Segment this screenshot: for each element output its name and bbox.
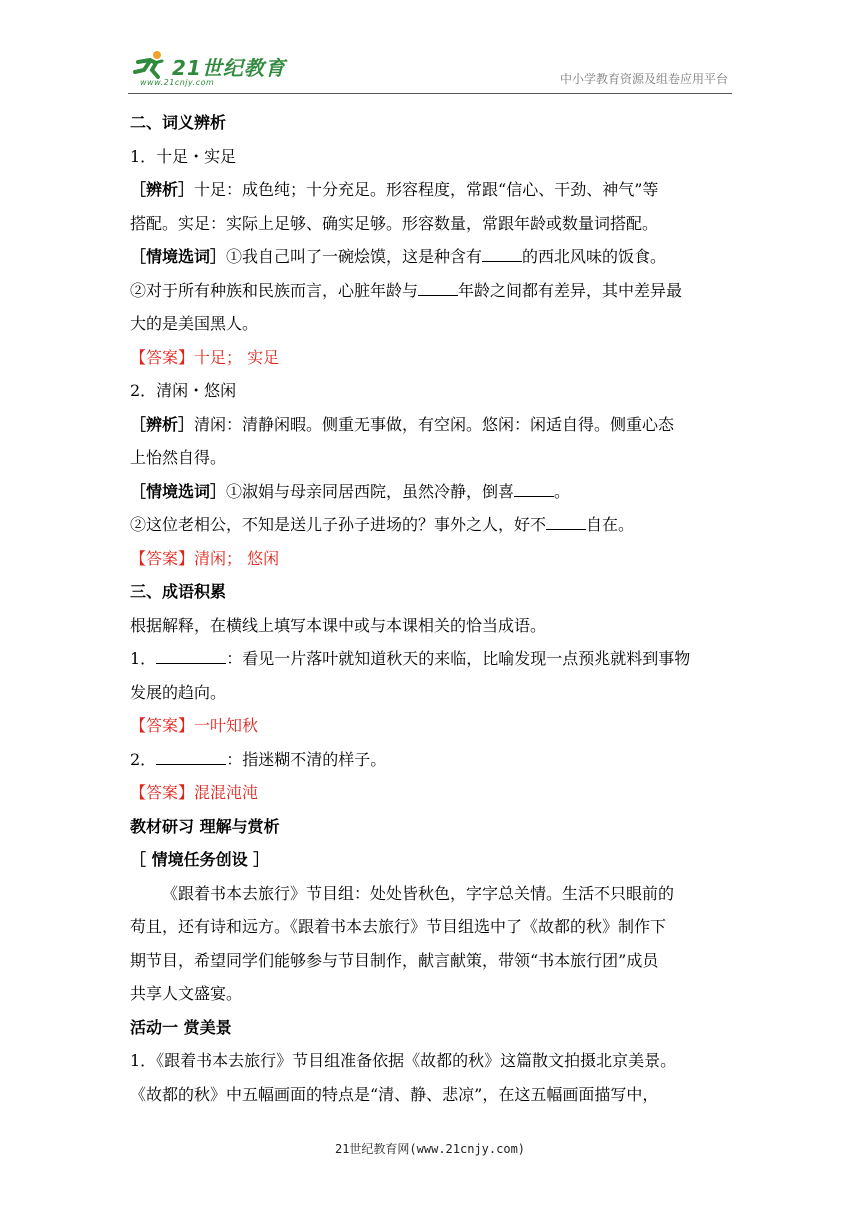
task-title: ［ 情境任务创设 ］ — [130, 850, 270, 869]
analysis-text: 十足：成色纯；十分充足。形容程度，常跟“信心、干劲、神气”等 — [194, 180, 659, 199]
page-header — [0, 0, 860, 100]
analysis-tag: ［辨析］ — [130, 180, 195, 199]
logo-url: www.21cnjy.com — [140, 78, 215, 87]
question-number: 1． — [130, 649, 157, 668]
analysis-line — [130, 173, 734, 207]
idiom-question-cont: 发展的趋向。 — [130, 682, 227, 702]
header-divider — [128, 93, 732, 94]
task-paragraph: 苟且，还有诗和远方。《跟着书本去旅行》节目组选中了《故都的秋》制作下 — [130, 917, 667, 936]
analysis-text: 清闲：清静闲暇。侧重无事做，有空闲。悠闲：闲适自得。侧重心态 — [194, 414, 675, 434]
context-line — [130, 475, 734, 509]
answer-line: 【答案】一叶知秋 — [130, 716, 259, 735]
context-tag: ［情境选词］ — [130, 247, 227, 266]
analysis-line: 搭配。实足：实际上足够、确实足够。形容数量，常跟年龄或数量词搭配。 — [130, 213, 659, 233]
answer-line: 【答案】十足； 实足 — [130, 347, 280, 367]
question-title: 1．十足・实足 — [130, 146, 237, 166]
context-text: ①淑娟与母亲同居西院，虽然冷静，倒喜 — [226, 481, 515, 501]
task-paragraph: 共享人文盛宴。 — [130, 984, 243, 1003]
context-text: ②这位老相公，不知是送儿子孙子进场的？事外之人，好不 — [130, 515, 547, 534]
analysis-tag: ［辨析］ — [130, 414, 195, 434]
activity-question: 《故都的秋》中五幅画面的特点是“清、静、悲凉”，在这五幅画面描写中， — [130, 1084, 659, 1104]
idiom-question — [130, 642, 734, 676]
fill-blank[interactable] — [156, 748, 226, 765]
context-text: 自在。 — [586, 515, 635, 534]
context-tag: ［情境选词］ — [130, 481, 227, 501]
fill-blank[interactable] — [514, 480, 554, 497]
site-logo[interactable] — [130, 50, 286, 90]
context-text: 。 — [554, 481, 571, 501]
question-text: ：指迷糊不清的样子。 — [226, 749, 387, 769]
context-line — [130, 274, 734, 308]
question-number: 2． — [130, 749, 157, 769]
logo-text: 21世纪教育 — [172, 56, 286, 80]
document-body — [130, 106, 734, 1111]
runner-icon — [130, 50, 170, 80]
context-line — [130, 240, 734, 274]
context-text: 年龄之间都有差异，其中差异最 — [458, 280, 683, 300]
context-text: 的西北风味的饭食。 — [522, 247, 667, 266]
analysis-line — [130, 408, 734, 442]
context-text: ①我自己叫了一碗烩馍，这是种含有 — [226, 247, 483, 266]
instruction: 根据解释，在横线上填写本课中或与本课相关的恰当成语。 — [130, 615, 547, 635]
answer-line: 【答案】清闲； 悠闲 — [130, 548, 280, 568]
section-title-study: 教材研习 理解与赏析 — [130, 816, 280, 836]
context-line: 大的是美国黑人。 — [130, 314, 259, 333]
task-paragraph: 期节目，希望同学们能够参与节目制作，献言献策，带领“书本旅行团”成员 — [130, 950, 659, 970]
question-title: 2．清闲・悠闲 — [130, 381, 237, 400]
platform-name: 中小学教育资源及组卷应用平台 — [559, 72, 728, 86]
fill-blank[interactable] — [156, 647, 226, 664]
analysis-line: 上怡然自得。 — [130, 448, 227, 467]
question-text: ：看见一片落叶就知道秋天的来临，比喻发现一点预兆就料到事物 — [226, 649, 691, 668]
idiom-question — [130, 743, 734, 777]
activity-title: 活动一 赏美景 — [130, 1017, 232, 1037]
fill-blank[interactable] — [546, 513, 586, 530]
page-footer: 21世纪教育网(www.21cnjy.com) — [334, 1142, 526, 1156]
context-text: ②对于所有种族和民族而言，心脏年龄与 — [130, 280, 419, 300]
fill-blank[interactable] — [482, 245, 522, 262]
answer-line: 【答案】混混沌沌 — [130, 783, 259, 802]
context-line — [130, 508, 734, 542]
section-title-idioms: 三、成语积累 — [130, 582, 227, 601]
activity-question: 1．《跟着书本去旅行》节目组准备依据《故都的秋》这篇散文拍摄北京美景。 — [130, 1051, 677, 1070]
task-paragraph: 《跟着书本去旅行》节目组：处处皆秋色，字字总关情。生活不只眼前的 — [162, 883, 675, 903]
section-title-word-analysis: 二、词义辨析 — [130, 113, 227, 132]
fill-blank[interactable] — [418, 279, 458, 296]
